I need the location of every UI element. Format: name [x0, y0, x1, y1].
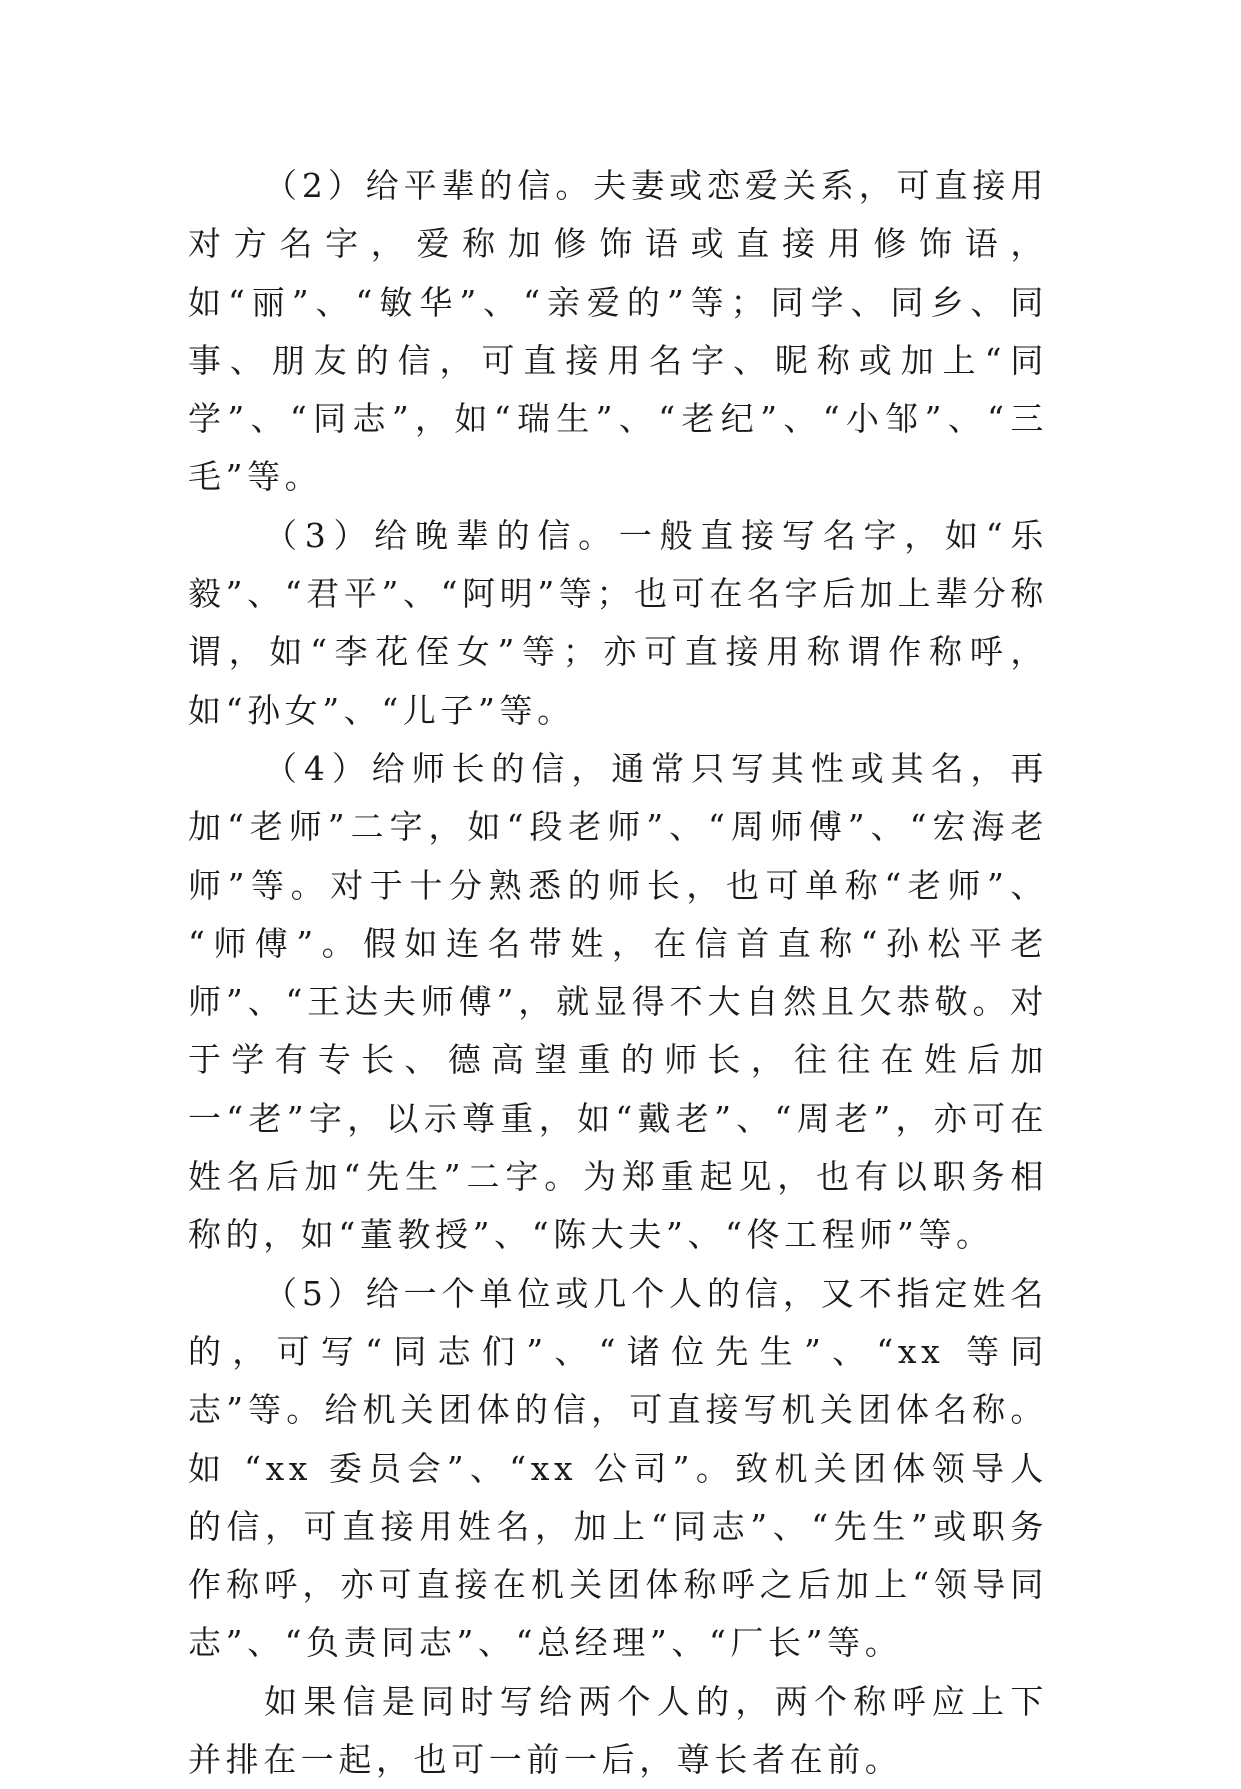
paragraph-organizations: （5）给一个单位或几个人的信，又不指定姓名的，可写“同志们”、“诸位先生”、“xx 等同志”等。给机关团体的信，可直接写机关团体名称。如 “xx 委员会”、“xx 公司”。致机关团体领导人的信，可直接用姓名，加上“同志”、“先生”或职务作称呼，亦可直接在机关团体称呼之后加上“领导同志”、“负责同志”、“总经理”、“厂长”等。: [188, 1273, 1048, 1663]
paragraph-two-recipients: 如果信是同时写给两个人的，两个称呼应上下并排在一起，也可一前一后，尊长者在前。: [188, 1681, 1048, 1780]
document-body: [188, 157, 1048, 1789]
paragraph-juniors: （3）给晚辈的信。一般直接写名字，如“乐毅”、“君平”、“阿明”等；也可在名字后加上辈分称谓，如“李花侄女”等；亦可直接用称谓作称呼，如“孙女”、“儿子”等。: [188, 515, 1048, 730]
paragraph-peers: （2）给平辈的信。夫妻或恋爱关系，可直接用对方名字，爱称加修饰语或直接用修饰语，如“丽”、“敏华”、“亲爱的”等；同学、同乡、同事、朋友的信，可直接用名字、昵称或加上“同学”、“同志”，如“瑞生”、“老纪”、“小邹”、“三毛”等。: [188, 166, 1048, 497]
paragraph-teachers: （4）给师长的信，通常只写其性或其名，再加“老师”二字，如“段老师”、“周师傅”、“宏海老师”等。对于十分熟悉的师长，也可单称“老师”、 “师傅”。假如连名带姓，在信首直称“孙松平老师”、“王达夫师傅”，就显得不大自然且欠恭敬。对于学有专长、德高望重的师长，往往在姓后加一“老”字，以示尊重，如“戴老”、“周老”，亦可在姓名后加“先生”二字。为郑重起见，也有以职务相称的，如“董教授”、“陈大夫”、“佟工程师”等。: [188, 748, 1048, 1255]
